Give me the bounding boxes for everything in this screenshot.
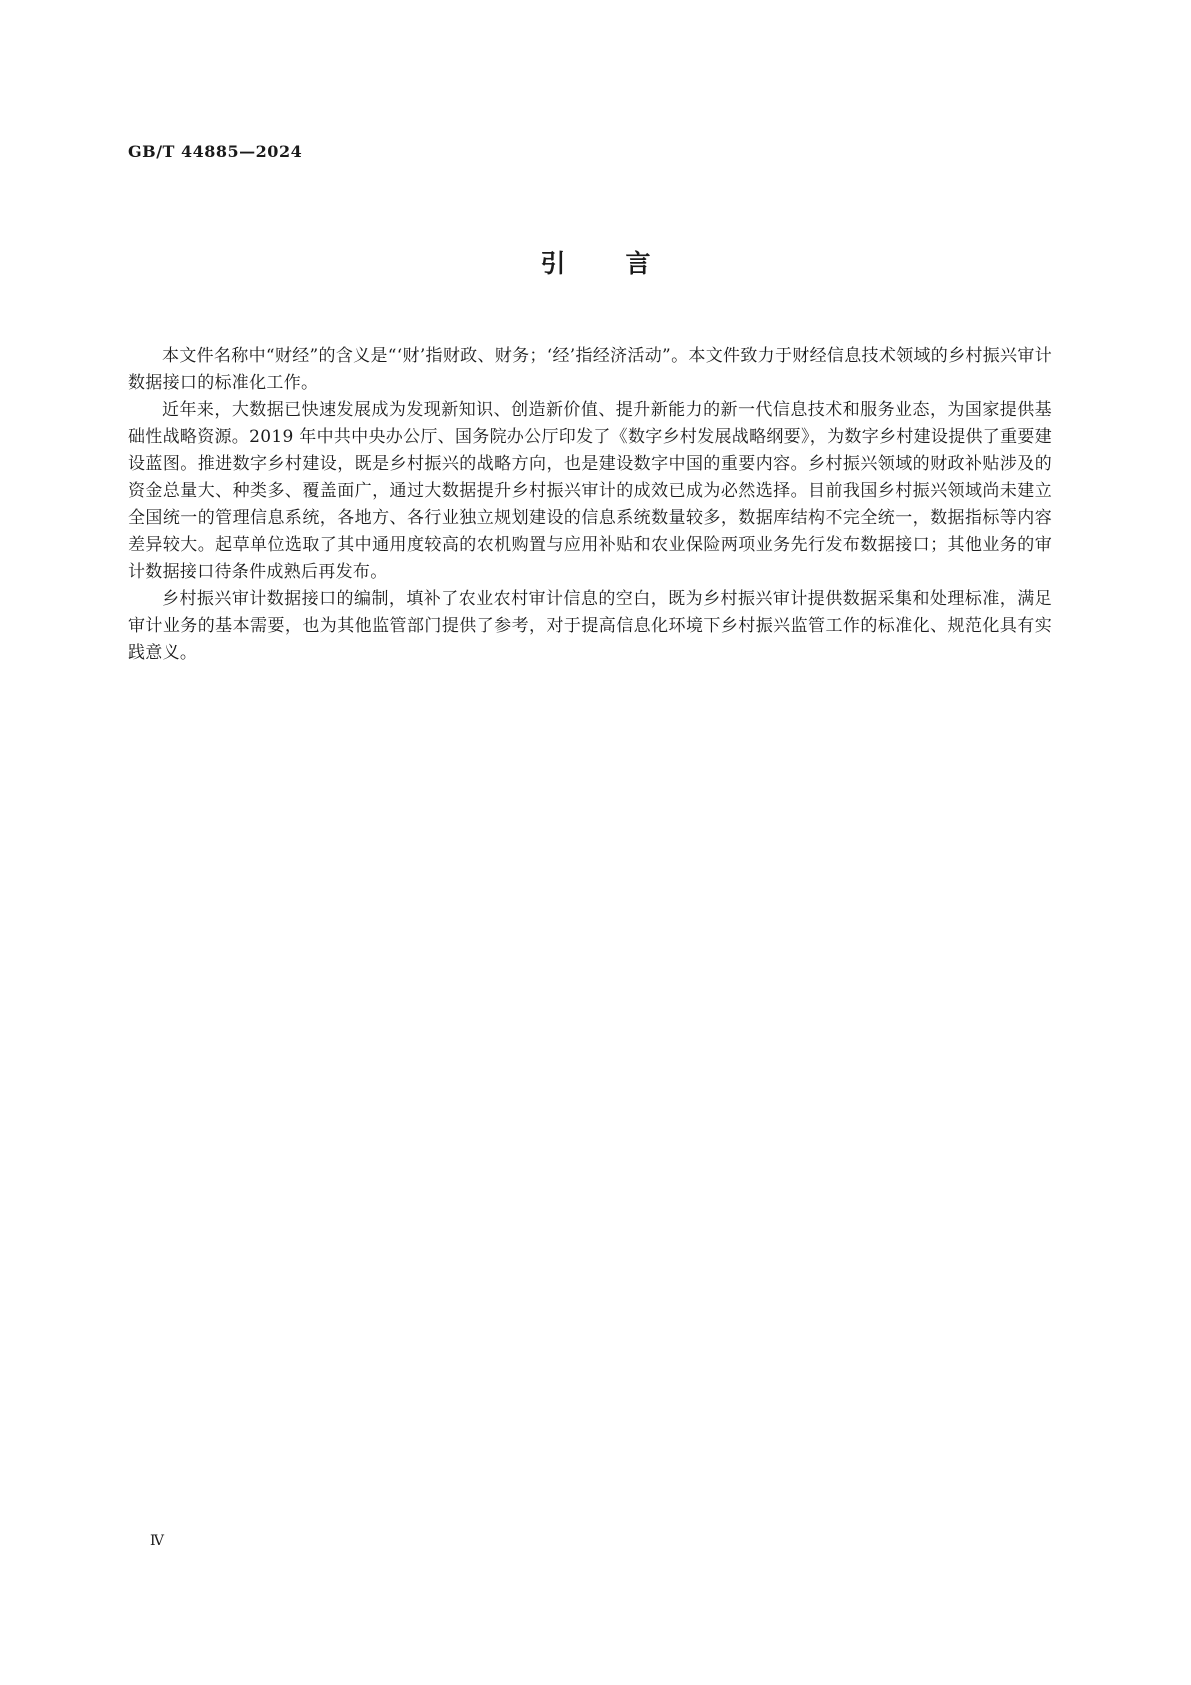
paragraph: 近年来，大数据已快速发展成为发现新知识、创造新价值、提升新能力的新一代信息技术和服务业态，为国家提供基础性战略资源。2019 年中共中央办公厅、国务院办公厅印发了《数字乡村发展战略纲要》，为数字乡村建设提供了重要建设蓝图。推进数字乡村建设，既是乡村振兴的战略方向，也是建设数字中国的重要内容。乡村振兴领域的财政补贴涉及的资金总量大、种类多、覆盖面广，通过大数据提升乡村振兴审计的成效已成为必然选择。目前我国乡村振兴领域尚未建立全国统一的管理信息系统，各地方、各行业独立规划建设的信息系统数量较多，数据库结构不完全统一，数据指标等内容差异较大。起草单位选取了其中通用度较高的农机购置与应用补贴和农业保险两项业务先行发布数据接口；其他业务的审计数据接口待条件成熟后再发布。 bbox=[128, 400, 1052, 582]
page-number: Ⅳ bbox=[150, 1533, 164, 1549]
paragraph: 乡村振兴审计数据接口的编制，填补了农业农村审计信息的空白，既为乡村振兴审计提供数据采集和处理标准，满足审计业务的基本需要，也为其他监管部门提供了参考，对于提高信息化环境下乡村振兴监管工作的标准化、规范化具有实践意义。 bbox=[128, 589, 1052, 663]
page-title: 引言 bbox=[540, 249, 711, 278]
document-body bbox=[128, 343, 1052, 667]
paragraph: 本文件名称中“财经”的含义是“‘财’指财政、财务；‘经’指经济活动”。本文件致力于财经信息技术领域的乡村振兴审计数据接口的标准化工作。 bbox=[128, 346, 1052, 393]
standard-code: GB/T 44885—2024 bbox=[128, 142, 303, 161]
